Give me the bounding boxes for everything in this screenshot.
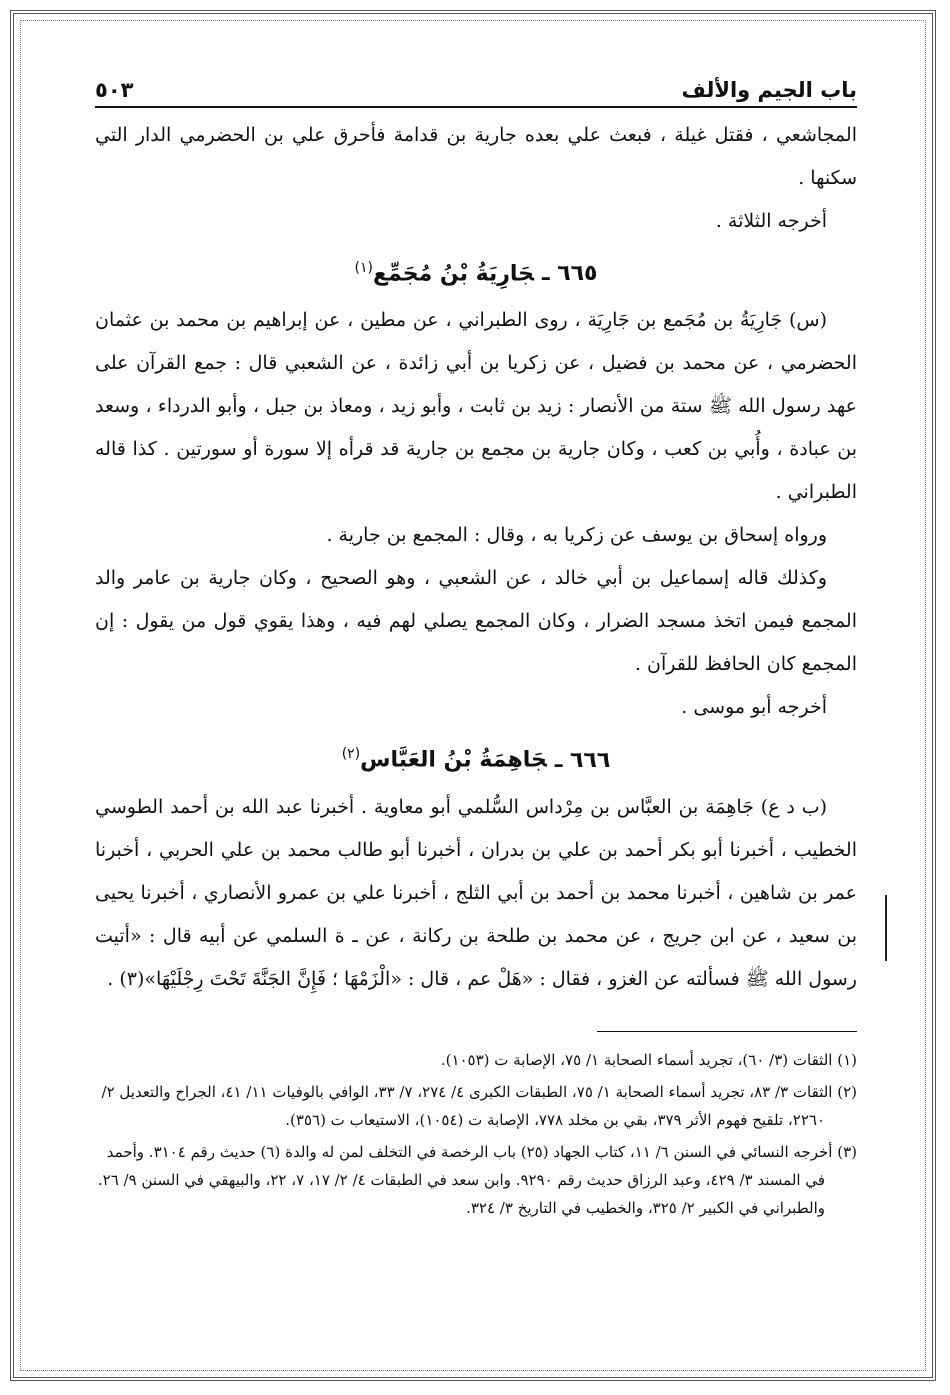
paragraph-5: وكذلك قاله إسماعيل بن أبي خالد ، عن الشعبي ، وهو الصحيح ، وكان جارية بن عامر والد المجمع فيمن اتخذ مسجد الضرار ، وكان المجمع يصلي لهم فيه ، وهذا يقوي قول من يقول : إن المجمع كان الحافظ للقرآن .: [95, 567, 857, 676]
book-page: [95, 62, 857, 1342]
margin-mark: [885, 895, 887, 961]
chapter-title: باب الجيم والألف: [681, 78, 857, 102]
footnote-separator: [597, 1031, 857, 1032]
paragraph-3: (س) جَارِيَةُ بن مُجَمع بن جَارِيَة ، روى الطبراني ، عن مطين ، عن إبراهيم بن محمد بن عثمان الحضرمي ، عن محمد بن فضيل ، عن زكريا بن أبي زائدة ، عن الشعبي قال : جمع القرآن على عهد رسول الله ﷺ ستة من الأنصار : زيد بن ثابت ، وأبو زيد ، ومعاذ بن جبل ، وأبو الدرداء ، وسعد بن عبادة ، وأُبي بن كعب ، وكان جارية بن مجمع بن جارية قد قرأه إلا سورة أو سورتين . كذا قاله الطبراني .: [95, 309, 857, 504]
entry-name: جَاهِمَةُ بْنُ العَبَّاس: [360, 747, 547, 773]
entry-name: جَارِيَةُ بْنُ مُجَمِّع: [372, 261, 534, 287]
main-text: [95, 114, 857, 1001]
paragraph-4: ورواه إسحاق بن يوسف عن زكريا به ، وقال : المجمع بن جارية .: [326, 524, 827, 547]
paragraph-1: المجاشعي ، فقتل غيلة ، فبعث علي بعده جارية بن قدامة فأحرق علي بن الحضرمي الدار التي سكنها .: [95, 124, 857, 189]
entry-number: ٦٦٦ ـ: [554, 747, 611, 773]
entry-heading-665: [95, 245, 857, 297]
paragraph-7: (ب د ع) جَاهِمَة بن العبَّاس بن مِرْداس السُّلمي أبو معاوية . أخبرنا عبد الله بن أحمد الطوسي الخطيب ، أخبرنا أبو بكر أحمد بن علي بن بدران ، أخبرنا أبو طالب محمد بن علي الحربي ، أخبرنا عمر بن شاهين ، أخبرنا محمد بن أحمد بن أبي الثلج ، أخبرنا علي بن عمرو الأنصاري ، أخبرنا يحيى بن سعيد ، عن ابن جريج ، عن محمد بن طلحة بن ركانة ، عن ـ ة السلمي عن أبيه قال : «أتيت رسول الله ﷺ فسألته عن الغزو ، فقال : «هَلْ عم ، قال : «الْزَمْهَا ؛ فَإِنَّ الجَنَّةَ تَحْتَ رِجْلَيْهَا»(٣) .: [95, 795, 857, 990]
footnote-1: (١) الثقات (٣/ ٦٠)، تجريد أسماء الصحابة ١/ ٧٥، الإصابة ت (١٠٥٣).: [440, 1050, 857, 1069]
running-header: [95, 62, 857, 108]
footnote-2: (٢) الثقات ٣/ ٨٣، تجريد أسماء الصحابة ١/ ٧٥، الطبقات الكبرى ٤/ ٢٧٤، ٧/ ٣٣، الوافي بالوفيات ١١/ ٤١، الجراح والتعديل ٢/ ٢٢٦٠، تلقيح فهوم الأثر ٣٧٩، بقي بن مخلد ٧٧٨، الإصابة ت (١٠٥٤)، الاستيعاب ت (٣٥٦).: [101, 1082, 857, 1129]
footnote-ref: (١): [354, 260, 373, 276]
page-number: ٥٠٣: [95, 78, 134, 102]
paragraph-2: أخرجه الثلاثة .: [715, 210, 827, 232]
footnote-3: (٣) أخرجه النسائي في السنن ٦/ ١١، كتاب الجهاد (٢٥) باب الرخصة في التخلف لمن له والدة (٦) حديث رقم ٣١٠٤. وأحمد في المسند ٣/ ٤٢٩، وعبد الرزاق حديث رقم ٩٢٩٠. وابن سعد في الطبقات ٤/ ٢/ ١٧، ٧، ٢٢، والبيهقي في السنن ٩/ ٢٦. والطبراني في الكبير ٢/ ٣٢٥، والخطيب في التاريخ ٣/ ٣٢٤.: [97, 1142, 857, 1217]
paragraph-6: أخرجه أبو موسى .: [681, 696, 827, 719]
entry-heading-666: [95, 731, 857, 783]
footnote-ref: (٢): [341, 746, 361, 763]
footnotes: [95, 1046, 857, 1222]
entry-number: ٦٦٥ ـ: [542, 261, 598, 287]
